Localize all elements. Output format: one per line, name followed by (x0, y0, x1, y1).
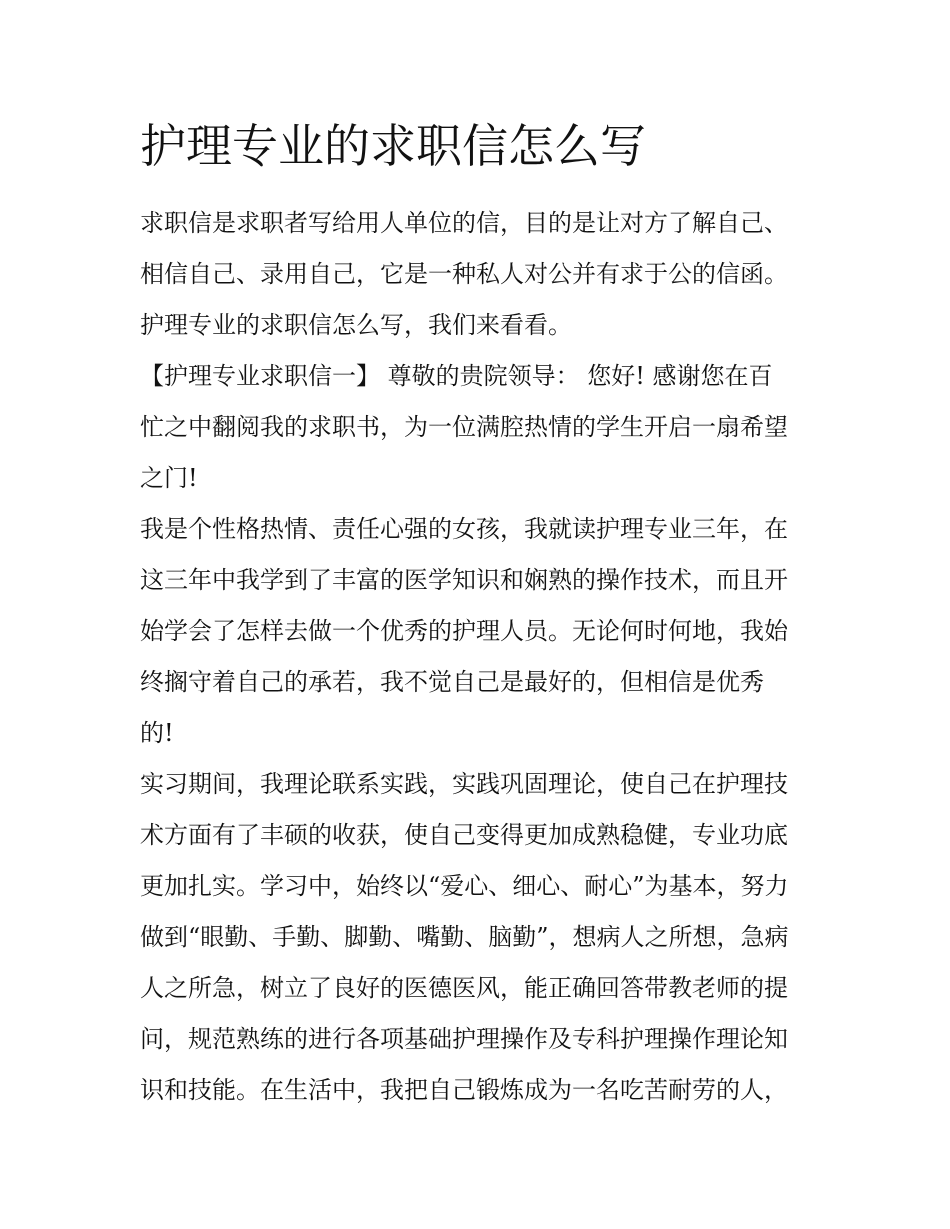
body-line: 护理专业的求职信怎么写，我们来看看。 (140, 311, 572, 339)
body-line: 我是个性格热情、责任心强的女孩，我就读护理专业三年，在 (140, 515, 788, 543)
body-line: 人之所急，树立了良好的医德医风，能正确回答带教老师的提 (140, 974, 788, 1002)
body-line: 术方面有了丰硕的收获，使自己变得更加成熟稳健，专业功底 (140, 821, 788, 849)
body-line: 始学会了怎样去做一个优秀的护理人员。无论何时何地，我始 (140, 617, 788, 645)
body-line: 的! (140, 719, 174, 747)
document-title: 护理专业的求职信怎么写 (140, 119, 646, 173)
body-line: 这三年中我学到了丰富的医学知识和娴熟的操作技术，而且开 (140, 566, 788, 594)
body-line: 之门! (140, 464, 198, 492)
body-line: 求职信是求职者写给用人单位的信，目的是让对方了解自己、 (140, 209, 788, 237)
body-line: 忙之中翻阅我的求职书，为一位满腔热情的学生开启一扇希望 (140, 413, 788, 441)
body-line: 终搁守着自己的承若，我不觉自己是最好的，但相信是优秀 (140, 668, 764, 696)
body-line: 问，规范熟练的进行各项基础护理操作及专科护理操作理论知 (140, 1025, 788, 1053)
body-line: 识和技能。在生活中，我把自己锻炼成为一名吃苦耐劳的人， (140, 1076, 788, 1104)
body-line: 更加扎实。学习中，始终以“爱心、细心、耐心”为基本，努力 (140, 872, 789, 900)
body-line: 实习期间，我理论联系实践，实践巩固理论，使自己在护理技 (140, 770, 788, 798)
body-line: 【护理专业求职信一】 尊敬的贵院领导： 您好! 感谢您在百 (140, 362, 773, 390)
body-line: 做到“眼勤、手勤、脚勤、嘴勤、脑勤”，想病人之所想，急病 (140, 923, 789, 951)
body-line: 相信自己、录用自己，它是一种私人对公并有求于公的信函。 (140, 260, 788, 288)
